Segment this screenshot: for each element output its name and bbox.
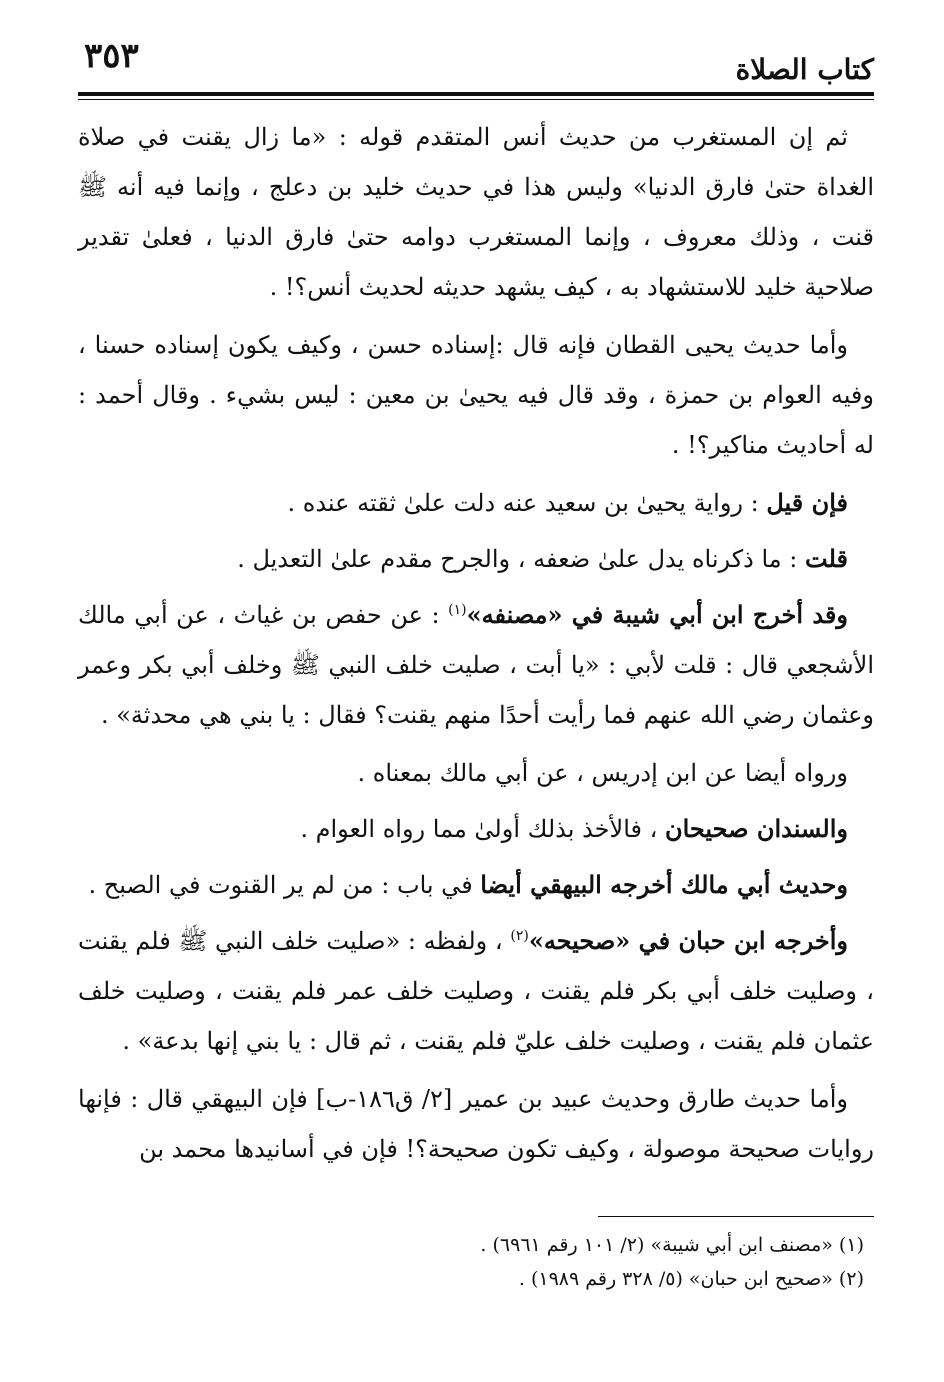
paragraph [78,478,874,528]
paragraph [78,534,874,584]
paragraph-text: ، ولفظه : «صليت خلف النبي ﷺ فلم يقنت ، وصليت خلف أبي بكر فلم يقنت ، وصليت خلف عمر فلم يقنت ، وصليت خلف عثمان فلم يقنت ، وصليت خلف عليّ فلم يقنت ، ثم قال : يا بني إنها بدعة» . [78,927,875,1055]
header-rule-thick [78,92,874,96]
paragraph [78,804,874,854]
footnote: (٢) «صحيح ابن حبان» (٥/ ٣٢٨ رقم ١٩٨٩) . [518,1268,864,1290]
paragraph-lead: وأخرجه ابن حبان في «صحيحه» [528,926,848,955]
paragraph [78,916,874,1066]
paragraph-text: : ما ذكرناه يدل علىٰ ضعفه ، والجرح مقدم علىٰ التعديل . [237,545,806,573]
paragraph-lead: قلت [805,544,848,573]
paragraph-text: ، فالأخذ بذلك أولىٰ مما رواه العوام . [300,815,665,843]
main-text [78,112,874,1182]
paragraph-text: ثم إن المستغرب من حديث أنس المتقدم قوله : «ما زال يقنت في صلاة الغداة حتىٰ فارق الدنيا» وليس هذا في حديث خليد بن دعلج ، وإنما فيه أنه ﷺ قنت ، وذلك معروف ، وإنما المستغرب دوامه حتىٰ فارق الدنيا ، فعلىٰ تقدير صلاحية خليد للاستشهاد به ، كيف يشهد حديثه لحديث أنس؟! . [78,123,874,301]
paragraph-lead: وحديث أبي مالك أخرجه البيهقي أيضا [480,870,848,899]
paragraph [78,112,874,312]
paragraph [78,748,874,798]
page-number: ٣٥٣ [84,36,139,76]
paragraph [78,860,874,910]
paragraph [78,1074,874,1174]
header-rule-thin [78,99,874,100]
footnote: (١) «مصنف ابن أبي شيبة» (٢/ ١٠١ رقم ٦٩٦١) . [480,1234,864,1256]
paragraph-lead: فإن قيل [766,488,848,517]
paragraph [78,590,874,740]
paragraph-lead: وقد أخرج ابن أبي شيبة في «مصنفه» [466,600,848,629]
paragraph-lead: والسندان صحيحان [664,814,848,843]
paragraph-text: : رواية يحيىٰ بن سعيد عنه دلت علىٰ ثقته عنده . [287,489,767,517]
paragraph-text: في باب : من لم ير القنوت في الصبح . [88,871,481,899]
footnote-ref[interactable]: (٢) [510,928,529,944]
paragraph-text: : عن حفص بن غياث ، عن أبي مالك الأشجعي قال : قلت لأبي : «يا أبت ، صليت خلف النبي ﷺ وخلف أبي بكر وعمر وعثمان رضي الله عنهم فما رأيت أحدًا منهم يقنت؟ فقال : يا بني هي محدثة» . [78,601,874,729]
running-title: كتاب الصلاة [735,53,874,86]
page-header [78,30,874,92]
paragraph-text: وأما حديث يحيى القطان فإنه قال :إسناده حسن ، وكيف يكون إسناده حسنا ، وفيه العوام بن حمزة ، وقد قال فيه يحيىٰ بن معين : ليس بشيء . وقال أحمد : له أحاديث مناكير؟! . [78,331,874,459]
paragraph-text: ورواه أيضا عن ابن إدريس ، عن أبي مالك بمعناه . [357,759,848,787]
footnote-ref[interactable]: (١) [448,602,467,618]
paragraph-text: وأما حديث طارق وحديث عبيد بن عمير [٢/ ق١٨٦-ب] فإن البيهقي قال : فإنها روايات صحيحة موصولة ، وكيف تكون صحيحة؟! فإن في أسانيدها محمد بن [78,1085,874,1163]
footnotes [78,1228,864,1296]
footnote-separator [598,1216,874,1217]
paragraph [78,320,874,470]
